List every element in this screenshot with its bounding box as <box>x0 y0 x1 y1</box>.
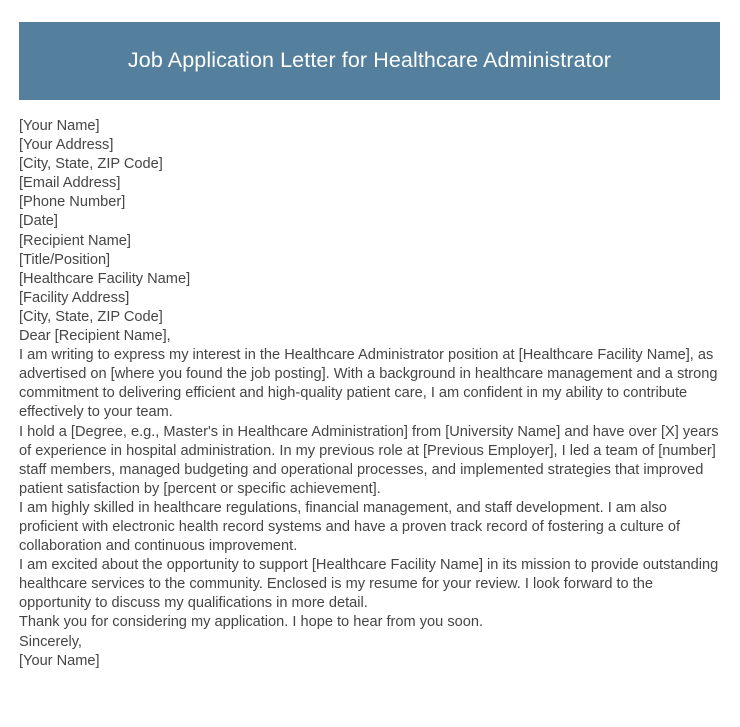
document-page <box>0 22 740 727</box>
recipient-line-facility-address: [Facility Address] <box>19 289 130 306</box>
recipient-line-title: [Title/Position] <box>19 251 111 268</box>
sender-line-your-address: [Your Address] <box>19 137 114 154</box>
sender-line-your-name: [Your Name] <box>19 118 100 134</box>
body-paragraph-4: I am excited about the opportunity to support [Healthcare Facility Name] in its mission to provide outstanding healthcare services to the community. Enclosed is my resume for your review. I look forward to the opportunity to discuss my qualifications in more detail. <box>19 557 719 612</box>
document-header-banner <box>19 22 720 100</box>
page-title: Job Application Letter for Healthcare Administrator <box>127 48 612 73</box>
sender-line-date: [Date] <box>19 213 58 230</box>
letter-body <box>0 117 740 671</box>
recipient-line-name: [Recipient Name] <box>19 232 131 249</box>
body-paragraph-2: I hold a [Degree, e.g., Master's in Healthcare Administration] from [University Name] and have over [X] years of experience in hospital administration. In my previous role at [Previous Employer], I led a team of [number] staff members, managed budgeting and operational processes, and implemented strategies that improved patient satisfaction by [percent or specific achievement]. <box>19 423 719 497</box>
recipient-address-block <box>19 232 721 327</box>
recipient-line-facility-name: [Healthcare Facility Name] <box>19 270 191 287</box>
sender-line-city-state-zip: [City, State, ZIP Code] <box>19 156 163 173</box>
sender-line-phone: [Phone Number] <box>19 194 126 211</box>
body-paragraph-5: Thank you for considering my application. I hope to hear from you soon. <box>19 614 484 631</box>
closing-salutation: Sincerely, <box>19 633 82 650</box>
salutation: Dear [Recipient Name], <box>19 328 171 345</box>
sender-line-email: [Email Address] <box>19 175 121 192</box>
body-paragraph-1: I am writing to express my interest in the Healthcare Administrator position at [Healthcare Facility Name], as advertised on [where you found the job posting]. With a background in healthcare management and a strong commitment to delivering efficient and high-quality patient care, I am confident in my ability to contribute effectively to your team. <box>19 347 718 421</box>
sender-address-block <box>19 117 721 232</box>
recipient-line-city-state-zip: [City, State, ZIP Code] <box>19 308 163 325</box>
body-paragraph-3: I am highly skilled in healthcare regulations, financial management, and staff development. I am also proficient with electronic health record systems and have a proven track record of fostering a culture of collaboration and continuous improvement. <box>19 499 681 555</box>
signature-name: [Your Name] <box>19 652 100 669</box>
